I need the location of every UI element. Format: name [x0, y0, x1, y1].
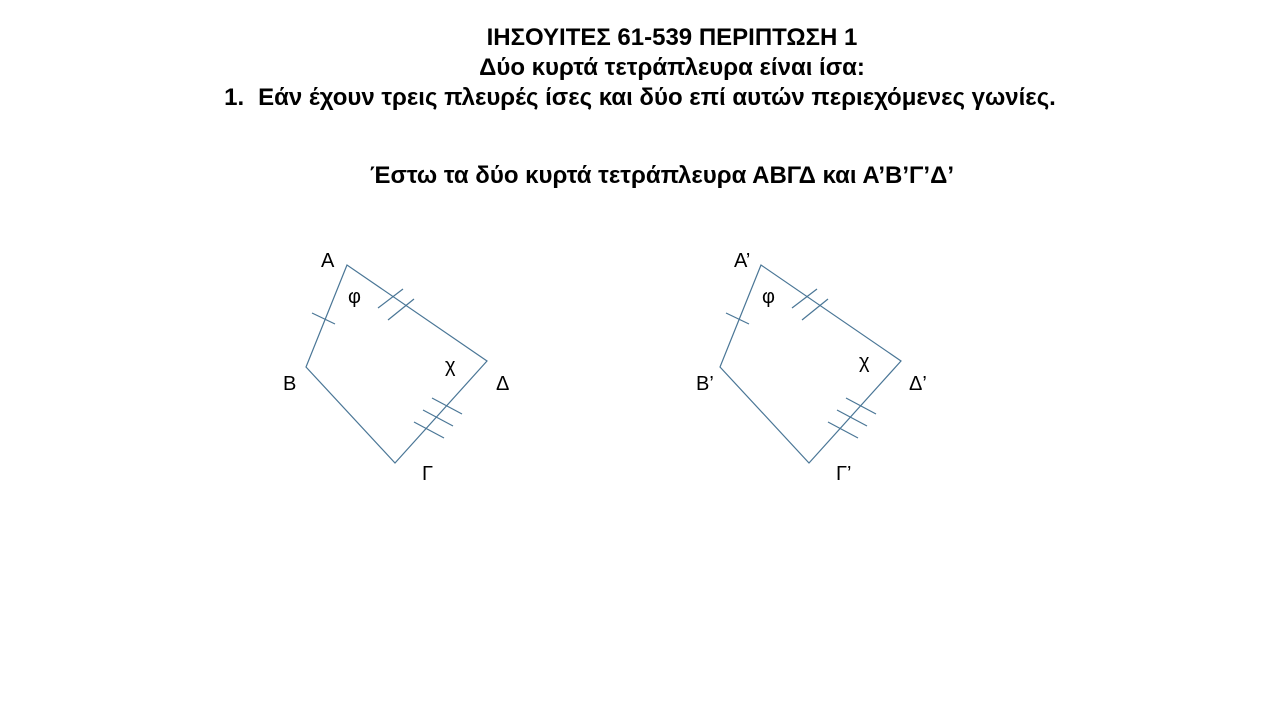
quad1-angle-chi: χ: [445, 355, 456, 377]
quad1-vertex-a: Α: [321, 250, 335, 272]
quad2-outline: [720, 265, 901, 463]
quad1-outline: [306, 265, 487, 463]
quad2-side-dc-ticks: [828, 398, 876, 438]
theorem-statement: Δύο κυρτά τετράπλευρα είναι ίσα:: [479, 54, 865, 81]
quad1-vertex-c: Γ: [422, 463, 434, 485]
quadrilateral-1: [283, 250, 509, 485]
quadrilateral-2: [696, 250, 927, 485]
quad1-vertex-b: Β: [283, 373, 297, 395]
quad2-angle-chi: χ: [859, 351, 870, 373]
quad2-vertex-c: Γ’: [836, 463, 852, 485]
slide-title: ΙΗΣΟΥΙΤΕΣ 61-539 ΠΕΡΙΠΤΩΣΗ 1: [486, 24, 858, 51]
figure-caption: Έστω τα δύο κυρτά τετράπλευρα ΑΒΓΔ και Α’Β’Γ’Δ’: [369, 162, 955, 189]
quad1-angle-phi: φ: [348, 286, 361, 308]
quad2-angle-phi: φ: [762, 286, 775, 308]
quad1-side-ad-ticks: [378, 289, 414, 320]
quad1-vertex-d: Δ: [496, 373, 510, 395]
item-text: Εάν έχουν τρεις πλευρές ίσες και δύο επί αυτών περιεχόμενες γωνίες.: [258, 84, 1056, 111]
quad2-vertex-d: Δ’: [909, 373, 927, 395]
quad2-vertex-b: Β’: [696, 373, 714, 395]
quad2-side-ad-ticks: [792, 289, 828, 320]
quad2-vertex-a: Α’: [734, 250, 751, 272]
item-number: 1.: [224, 84, 245, 111]
quad1-side-dc-ticks: [414, 398, 462, 438]
